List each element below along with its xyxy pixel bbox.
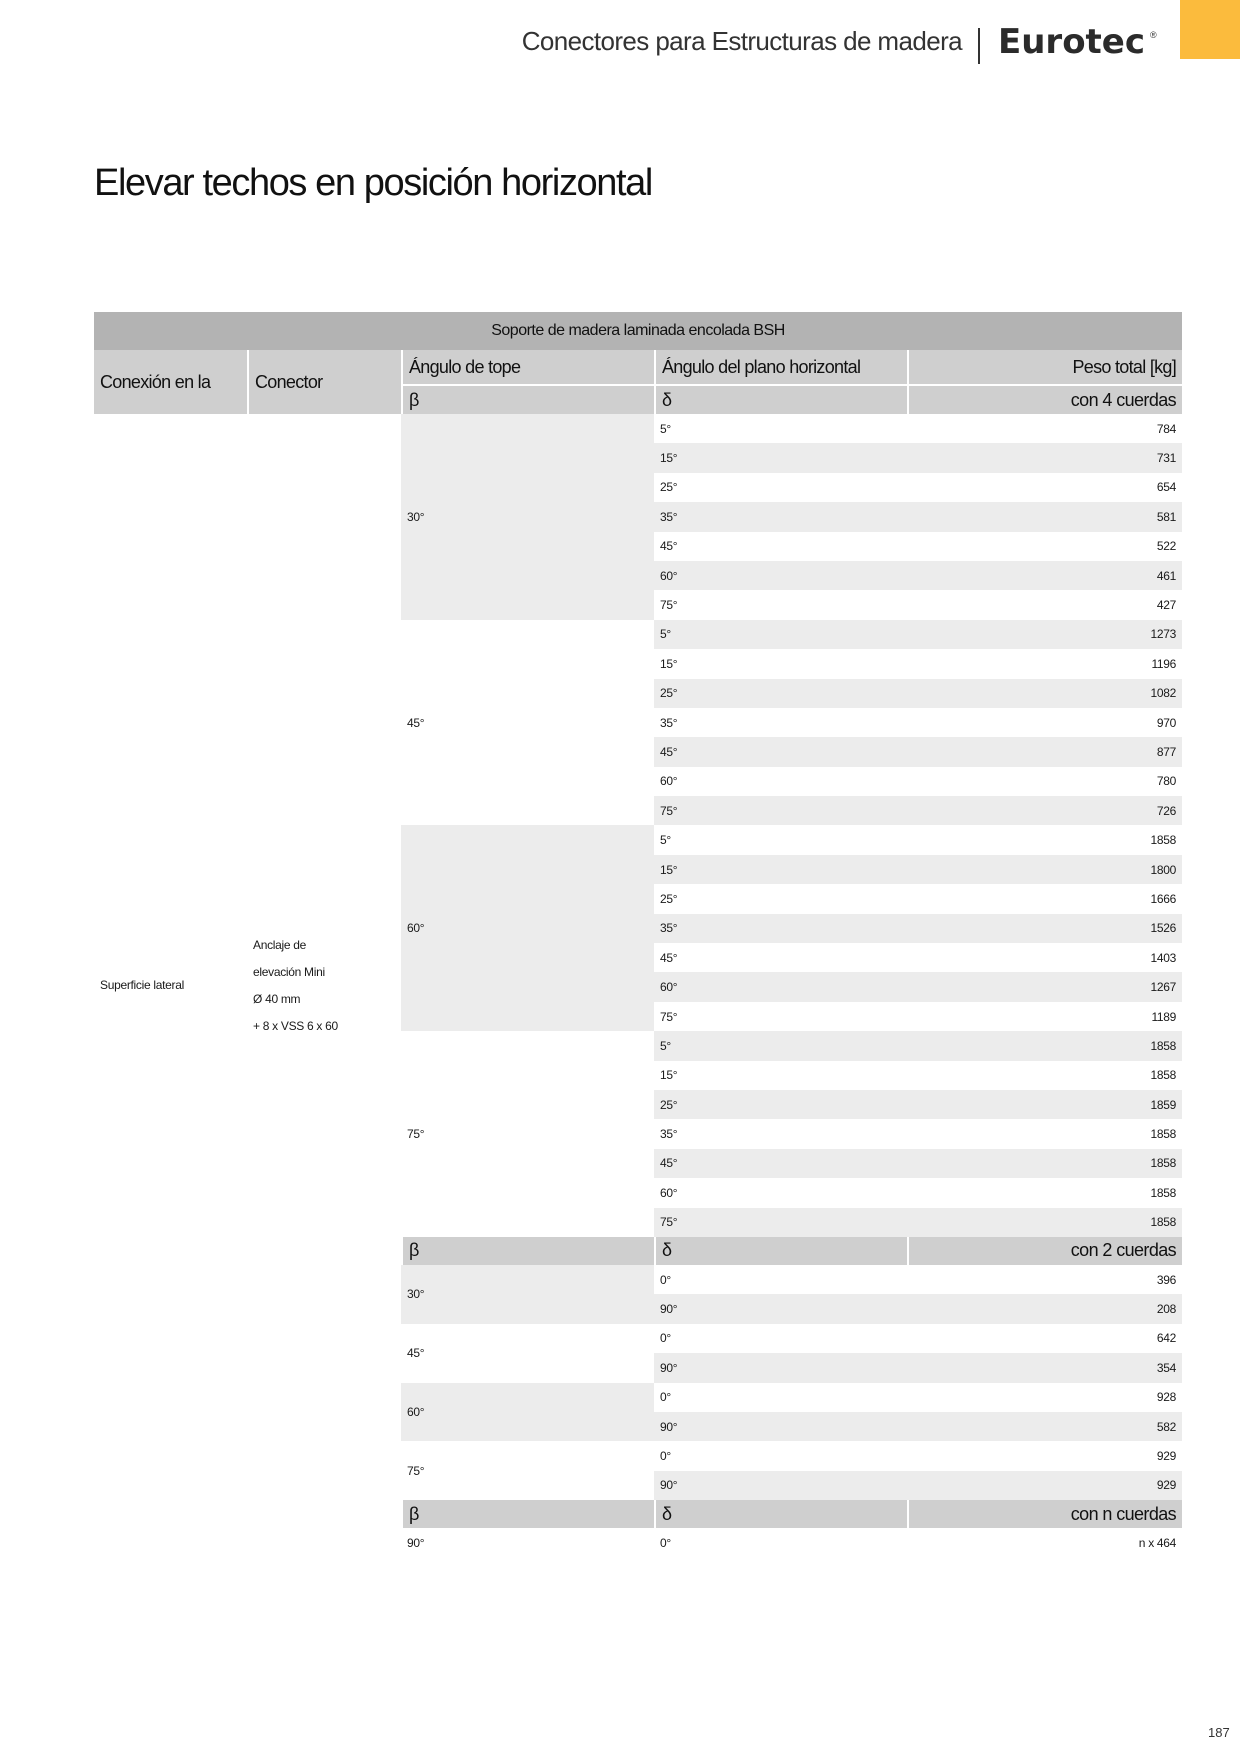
delta-value: 5°: [660, 421, 671, 436]
col-header-weight: Peso total [kg]: [907, 350, 1182, 386]
delta-value: 15°: [654, 443, 907, 472]
delta-value: 60°: [660, 774, 678, 789]
beta-value: 30°: [401, 1265, 654, 1324]
weight-value: 581: [907, 502, 1182, 531]
weight-value: 1189: [1151, 1009, 1177, 1024]
weight-value: 1403: [1150, 950, 1177, 965]
brand-registered-mark: ®: [1150, 30, 1157, 40]
delta-value: 90°: [654, 1471, 907, 1500]
weight-value: 1858: [1150, 1068, 1177, 1083]
delta-value: 90°: [654, 1294, 907, 1323]
brand-logo: Eurotec: [998, 22, 1146, 62]
beta-value: 45°: [407, 715, 425, 730]
beta-symbol: β: [401, 1237, 654, 1265]
section-title: Soporte de madera laminada encolada BSH: [94, 312, 1182, 350]
beta-value: 75°: [407, 1127, 425, 1142]
beta-value: 75°: [407, 1463, 425, 1478]
delta-value: 0°: [660, 1448, 671, 1463]
col-header-stop-angle: Ángulo de tope: [401, 350, 654, 386]
weight-value: 396: [1156, 1272, 1177, 1287]
weight-label: con 2 cuerdas: [907, 1237, 1182, 1265]
delta-value: 0°: [660, 1535, 671, 1550]
beta-symbol: β: [401, 386, 654, 414]
delta-value: 5°: [654, 1031, 907, 1060]
weight-value: 582: [907, 1412, 1182, 1441]
weight-value: 1858: [907, 1031, 1182, 1060]
weight-value: 929: [1156, 1448, 1177, 1463]
delta-value: 25°: [654, 1090, 907, 1119]
delta-value: 25°: [660, 891, 678, 906]
weight-value: 354: [907, 1353, 1182, 1382]
delta-value: 75°: [660, 598, 678, 613]
delta-value: 45°: [654, 1149, 907, 1178]
delta-value: 35°: [654, 502, 907, 531]
beta-symbol: β: [401, 1500, 654, 1528]
weight-value: 522: [1156, 539, 1177, 554]
weight-label: con 4 cuerdas: [907, 386, 1182, 414]
weight-label: con n cuerdas: [907, 1500, 1182, 1528]
delta-value: 0°: [660, 1272, 671, 1287]
connector-line: Anclaje de: [253, 937, 307, 952]
delta-value: 90°: [654, 1412, 907, 1441]
delta-value: 45°: [660, 950, 678, 965]
delta-value: 25°: [654, 679, 907, 708]
header-title: Conectores para Estructuras de madera: [521, 26, 962, 56]
weight-value: 970: [1156, 715, 1177, 730]
section-title-row: [94, 312, 1182, 350]
col-header-plane-angle: Ángulo del plano horizontal: [654, 350, 907, 386]
connector-cell: [247, 414, 401, 1557]
weight-value: 731: [907, 443, 1182, 472]
weight-value: 1082: [907, 679, 1182, 708]
delta-value: 45°: [660, 539, 678, 554]
weight-value: 1196: [1151, 656, 1177, 671]
beta-value: 60°: [401, 825, 654, 1031]
delta-value: 60°: [654, 561, 907, 590]
weight-value: 1858: [1150, 833, 1177, 848]
weight-value: n x 464: [1138, 1535, 1177, 1550]
weight-value: 1859: [907, 1090, 1182, 1119]
weight-value: 427: [1156, 598, 1177, 613]
weight-value: 461: [907, 561, 1182, 590]
connection-cell: Superficie lateral: [100, 978, 184, 993]
weight-value: 208: [907, 1294, 1182, 1323]
delta-value: 45°: [654, 737, 907, 766]
connector-line: elevación Mini: [253, 964, 325, 979]
delta-value: 75°: [654, 796, 907, 825]
color-tab: [1180, 0, 1240, 59]
delta-value: 5°: [660, 833, 671, 848]
weight-value: 877: [907, 737, 1182, 766]
delta-symbol: δ: [654, 1500, 907, 1528]
weight-value: 726: [907, 796, 1182, 825]
table-row: [94, 414, 1182, 443]
delta-value: 25°: [660, 480, 678, 495]
delta-symbol: δ: [654, 1237, 907, 1265]
lifting-capacity-table: [94, 312, 1182, 1557]
beta-value: 60°: [401, 1383, 654, 1442]
weight-value: 1267: [907, 972, 1182, 1001]
weight-value: 654: [1156, 480, 1177, 495]
beta-value: 45°: [407, 1346, 425, 1361]
beta-value: 30°: [401, 414, 654, 620]
weight-value: 929: [907, 1471, 1182, 1500]
delta-value: 35°: [654, 914, 907, 943]
col-header-connection: Conexión en la: [94, 350, 247, 414]
delta-value: 15°: [654, 855, 907, 884]
header-divider: [978, 28, 980, 64]
weight-value: 1858: [907, 1208, 1182, 1237]
page-heading: Elevar techos en posición horizontal: [94, 162, 652, 204]
delta-value: 75°: [654, 1208, 907, 1237]
weight-value: 784: [1156, 421, 1177, 436]
weight-value: 1526: [907, 914, 1182, 943]
beta-value: 90°: [407, 1535, 425, 1550]
page-number: 187: [1208, 1725, 1230, 1740]
delta-value: 90°: [654, 1353, 907, 1382]
weight-value: 1666: [1150, 891, 1177, 906]
delta-value: 5°: [654, 620, 907, 649]
delta-value: 15°: [660, 1068, 678, 1083]
connector-line: + 8 x VSS 6 x 60: [253, 1018, 338, 1033]
connector-line: Ø 40 mm: [253, 991, 301, 1006]
delta-value: 60°: [660, 1185, 678, 1200]
header-row: [94, 350, 1182, 386]
delta-value: 15°: [660, 656, 678, 671]
delta-value: 0°: [660, 1390, 671, 1405]
weight-value: 1858: [907, 1149, 1182, 1178]
weight-value: 642: [1156, 1331, 1177, 1346]
weight-value: 928: [1156, 1390, 1177, 1405]
delta-value: 35°: [660, 1127, 678, 1142]
delta-value: 35°: [660, 715, 678, 730]
weight-value: 1273: [907, 620, 1182, 649]
weight-value: 1800: [907, 855, 1182, 884]
weight-value: 780: [1156, 774, 1177, 789]
weight-value: 1858: [1150, 1127, 1177, 1142]
weight-value: 1858: [1150, 1185, 1177, 1200]
delta-symbol: δ: [654, 386, 907, 414]
col-header-connector: Conector: [247, 350, 401, 414]
delta-value: 0°: [660, 1331, 671, 1346]
delta-value: 75°: [660, 1009, 678, 1024]
delta-value: 60°: [654, 972, 907, 1001]
